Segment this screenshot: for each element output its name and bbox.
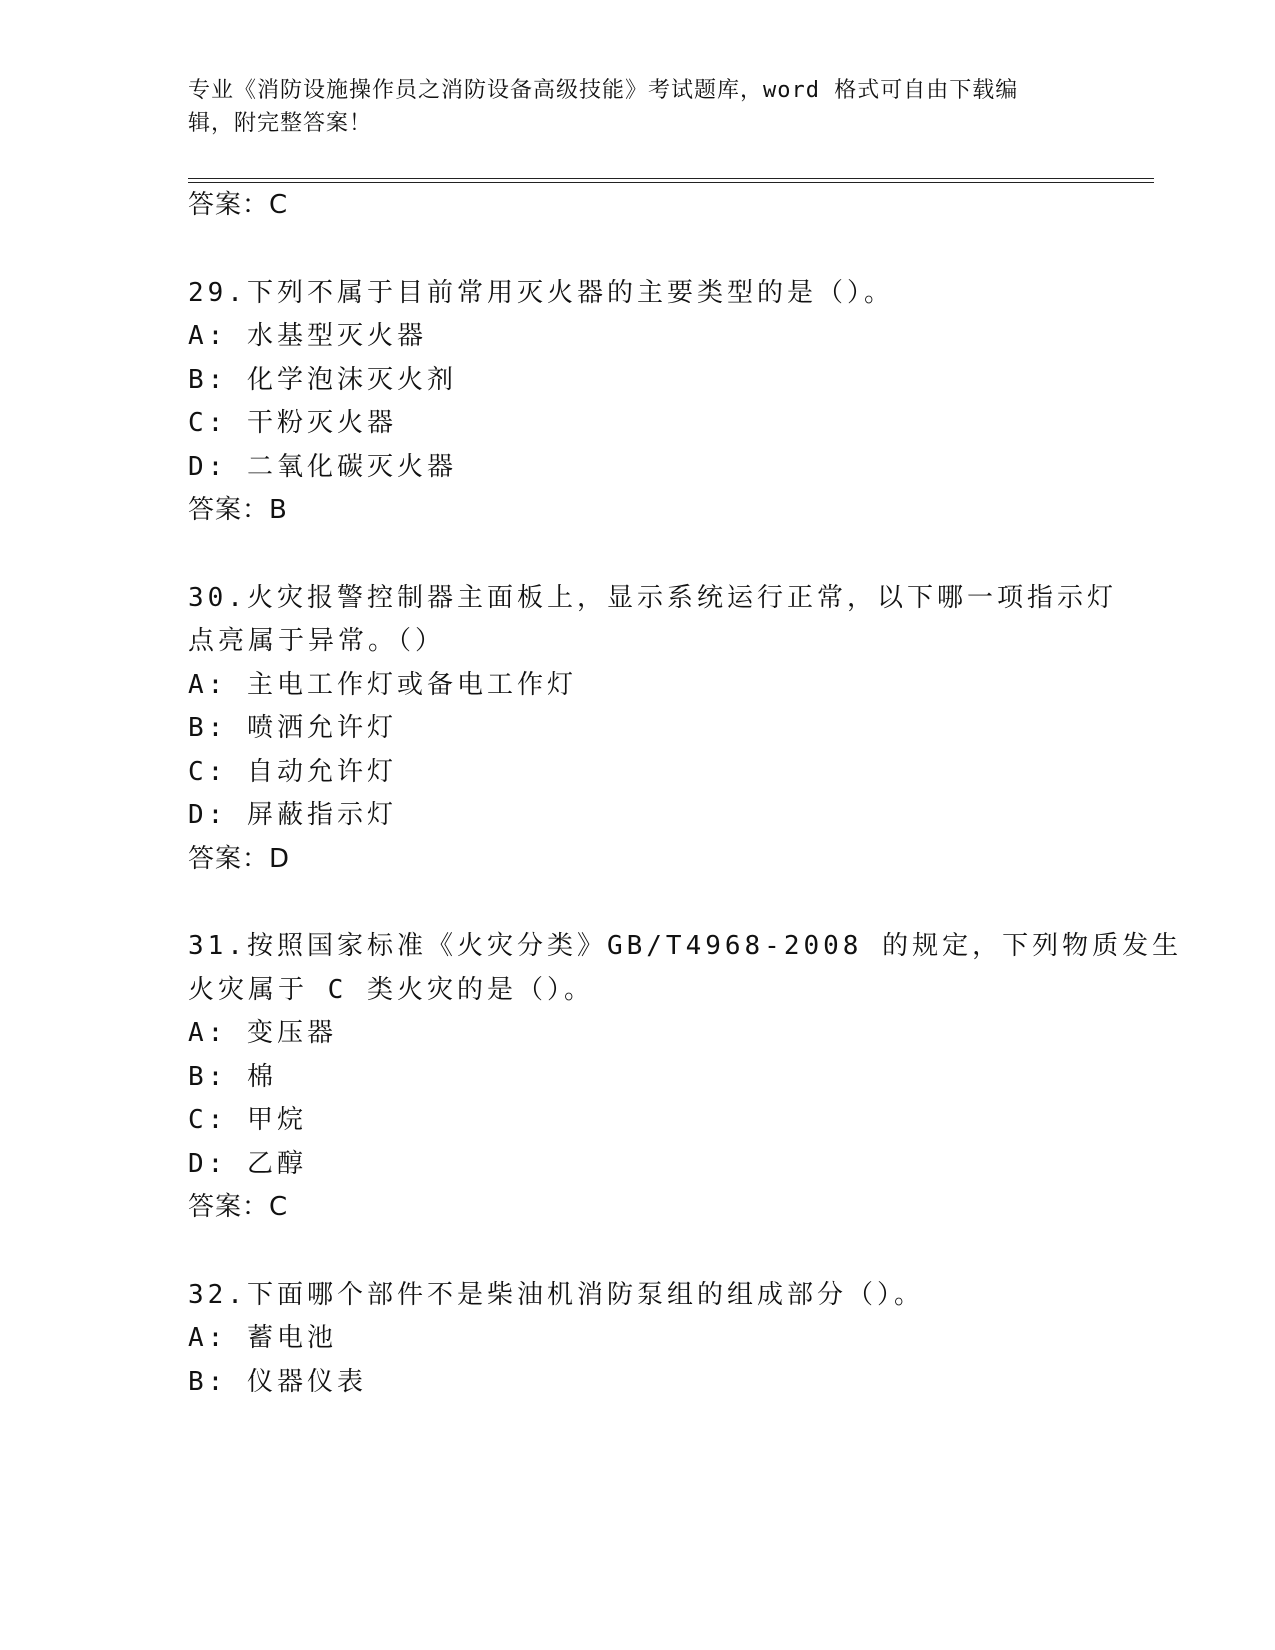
q29-option-c: C: 干粉灭火器 <box>188 408 397 438</box>
q31-answer: 答案：C <box>188 1192 289 1222</box>
q31-option-b: B: 棉 <box>188 1062 277 1092</box>
answer-previous: 答案：C <box>188 190 289 220</box>
header-line-2: 辑，附完整答案！ <box>188 111 373 136</box>
question-31-line-1: 31.按照国家标准《火灾分类》GB/T4968-2008 的规定，下列物质发生 <box>188 931 1183 961</box>
question-30-line-2: 点亮属于异常。（） <box>188 626 446 656</box>
q29-option-b: B: 化学泡沫灭火剂 <box>188 365 457 395</box>
q29-option-a: A: 水基型灭火器 <box>188 321 427 351</box>
q29-answer: 答案：B <box>188 495 288 525</box>
question-29: 29.下列不属于目前常用灭火器的主要类型的是（）。 <box>188 278 894 308</box>
q31-option-a: A: 变压器 <box>188 1018 337 1048</box>
q29-option-d: D: 二氧化碳灭火器 <box>188 452 457 482</box>
question-31-line-2: 火灾属于 C 类火灾的是（）。 <box>188 975 594 1005</box>
q31-option-c: C: 甲烷 <box>188 1105 307 1135</box>
q32-option-b: B: 仪器仪表 <box>188 1367 367 1397</box>
document-header <box>188 74 1068 140</box>
q31-option-d: D: 乙醇 <box>188 1149 307 1179</box>
q30-option-b: B: 喷洒允许灯 <box>188 713 397 743</box>
q30-option-c: C: 自动允许灯 <box>188 757 397 787</box>
q30-answer: 答案：D <box>188 844 291 874</box>
q30-option-d: D: 屏蔽指示灯 <box>188 800 397 830</box>
question-30-line-1: 30.火灾报警控制器主面板上，显示系统运行正常，以下哪一项指示灯 <box>188 583 1117 613</box>
header-line-1: 专业《消防设施操作员之消防设备高级技能》考试题库，word 格式可自由下载编 <box>188 78 1019 103</box>
q30-option-a: A: 主电工作灯或备电工作灯 <box>188 670 577 700</box>
question-32: 32.下面哪个部件不是柴油机消防泵组的组成部分（）。 <box>188 1280 924 1310</box>
q32-option-a: A: 蓄电池 <box>188 1323 337 1353</box>
header-divider <box>188 178 1154 183</box>
